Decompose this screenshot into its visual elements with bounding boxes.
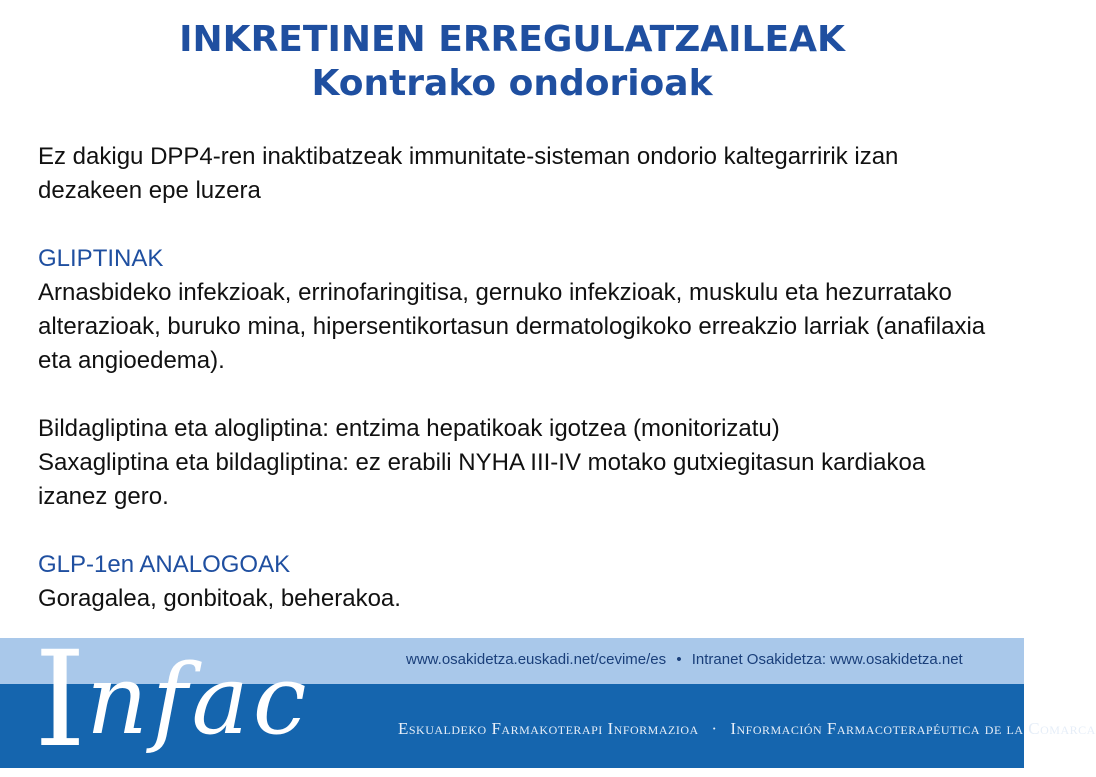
spacer [38, 514, 998, 548]
gliptinak-paragraph: Arnasbideko infekzioak, errinofaringitisa, gernuko infekzioak, muskulu eta hezurratako alterazioak, buruko mina, hipersentikortasun dermatologikoko erreakzio larriak (anafilaxia eta angioedema). [38, 279, 986, 374]
bildagliptina-line: Bildagliptina eta alogliptina: entzima hepatikoak igotzea (monitorizatu) [38, 415, 780, 442]
bullet-separator: • [676, 651, 682, 668]
footer-links [406, 651, 963, 668]
spacer [38, 208, 998, 242]
description-basque: Eskualdeko Farmakoterapi Informazioa [398, 719, 699, 738]
slide-body [38, 140, 998, 616]
saxagliptina-line: Saxagliptina eta bildagliptina: ez erabili NYHA III-IV motako gutxiegitasun kardiakoa izanez gero. [38, 449, 926, 510]
glp1-heading: GLP-1en ANALOGOAK [38, 551, 291, 578]
infac-logo [34, 623, 311, 777]
title-subtitle: Kontrako ondorioak [311, 63, 713, 104]
logo-text: nfac [86, 644, 311, 756]
cevime-link[interactable]: www.osakidetza.euskadi.net/cevime/es [406, 651, 667, 668]
title-main: INKRETINEN ERREGULATZAILEAK [179, 19, 845, 60]
spacer [38, 378, 998, 412]
logo-initial: I [34, 623, 87, 777]
intro-paragraph: Ez dakigu DPP4-ren inaktibatzeak immunitate-sisteman ondorio kaltegarririk izan dezakeen epe luzera [38, 143, 899, 204]
slide-title [0, 18, 1024, 106]
description-spanish: Información Farmacoterapéutica de la Comarca [730, 719, 1096, 738]
dot-separator: · [711, 719, 718, 738]
footer-banner [0, 623, 1096, 777]
glp1-paragraph: Goragalea, gonbitoak, beherakoa. [38, 585, 401, 612]
intranet-link[interactable]: Intranet Osakidetza: www.osakidetza.net [691, 651, 963, 668]
footer-description [398, 719, 1096, 739]
gliptinak-heading: GLIPTINAK [38, 245, 164, 272]
